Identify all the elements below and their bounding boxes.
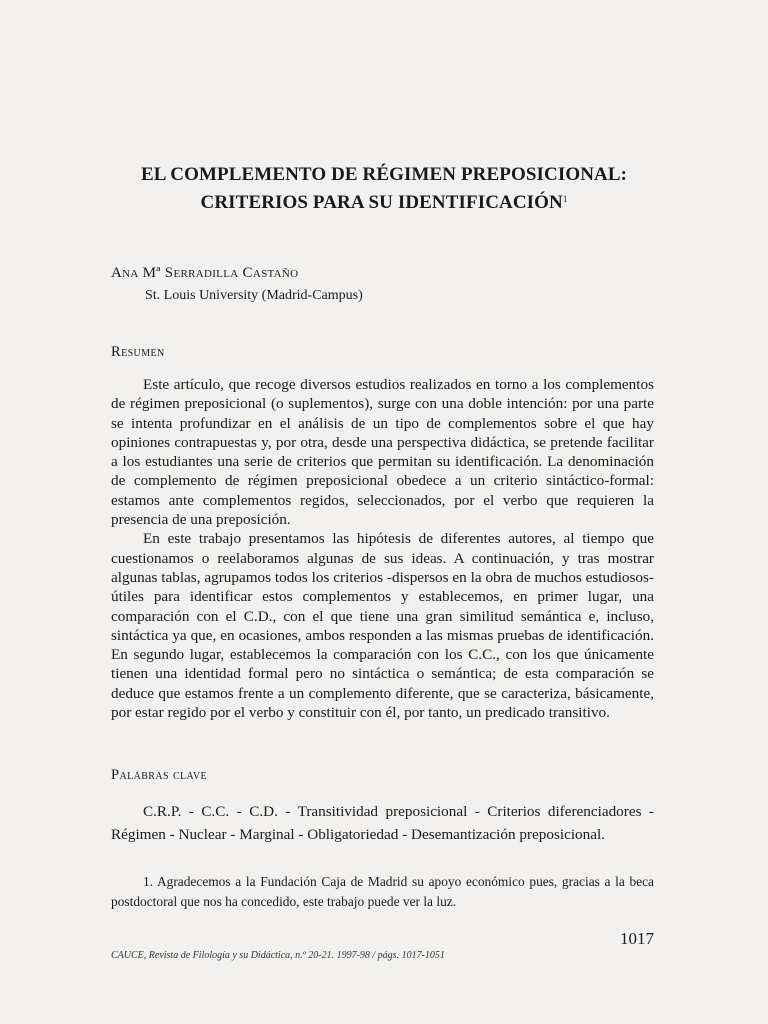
title-line-2 <box>0 187 768 215</box>
keywords-heading: Palabras clave <box>111 767 208 783</box>
title-line-2-text: CRITERIOS PARA SU IDENTIFICACIÓN <box>200 192 563 213</box>
footnote-text: 1. Agradecemos a la Fundación Caja de Madrid su apoyo económico pues, gracias a la beca postdoctoral que nos ha concedido, este trabajo puede ver la luz. <box>111 874 654 909</box>
author-affiliation: St. Louis University (Madrid-Campus) <box>145 288 363 303</box>
abstract-paragraph: En este trabajo presentamos las hipótesis de diferentes autores, al tiempo que cuestionamos o reelaboramos algunas de sus ideas. A continuación, y tras mostrar algunas tablas, agrupamos todos los criterios -dispersos en la obra de muchos estudiosos- útiles para identificar estos complementos y establecemos, en primer lugar, una comparación con el C.D., con el que tiene una gran similitud semántica e, incluso, sintáctica ya que, en ocasiones, ambos responden a las mismas pruebas de identificación. En segundo lugar, establecemos la comparación con los C.C., con los que únicamente tienen una identidad formal pero no sintáctica o semántica; de esta comparación se deduce que estamos frente a un complemento diferente, que se caracteriza, básicamente, por estar regido por el verbo y constituir con él, por tanto, un predicado transitivo. <box>111 530 654 722</box>
title-line-1: EL COMPLEMENTO DE RÉGIMEN PREPOSICIONAL: <box>140 164 628 185</box>
footnote <box>111 872 654 912</box>
keywords-body <box>111 800 654 846</box>
page-number: 1017 <box>620 929 654 948</box>
running-footer: CAUCE, Revista de Filología y su Didáctica, n.º 20-21. 1997-98 / págs. 1017-1051 <box>111 950 445 961</box>
abstract-heading: Resumen <box>111 344 165 360</box>
abstract-body <box>111 375 654 722</box>
article-title <box>0 163 768 215</box>
footnote-marker: 1 <box>562 194 568 204</box>
author-name: Ana Mª Serradilla Castaño <box>111 265 299 281</box>
keywords-text: C.R.P. - C.C. - C.D. - Transitividad preposicional - Criterios diferenciadores - Régimen - Nuclear - Marginal - Obligatoriedad - Desemantización preposicional. <box>111 803 654 843</box>
abstract-paragraph: Este artículo, que recoge diversos estudios realizados en torno a los complementos de régimen preposicional (o suplementos), surge con una doble intención: por una parte se intenta profundizar en el análisis de un tipo de complementos sobre el que hay opiniones contrapuestas y, por otra, desde una perspectiva didáctica, se pretende facilitar a los estudiantes una serie de criterios que permitan su identificación. La denominación de complemento de régimen preposicional obedece a un criterio sintáctico-formal: estamos ante complementos regidos, seleccionados, por el verbo que requieren la presencia de una preposición. <box>111 376 654 529</box>
